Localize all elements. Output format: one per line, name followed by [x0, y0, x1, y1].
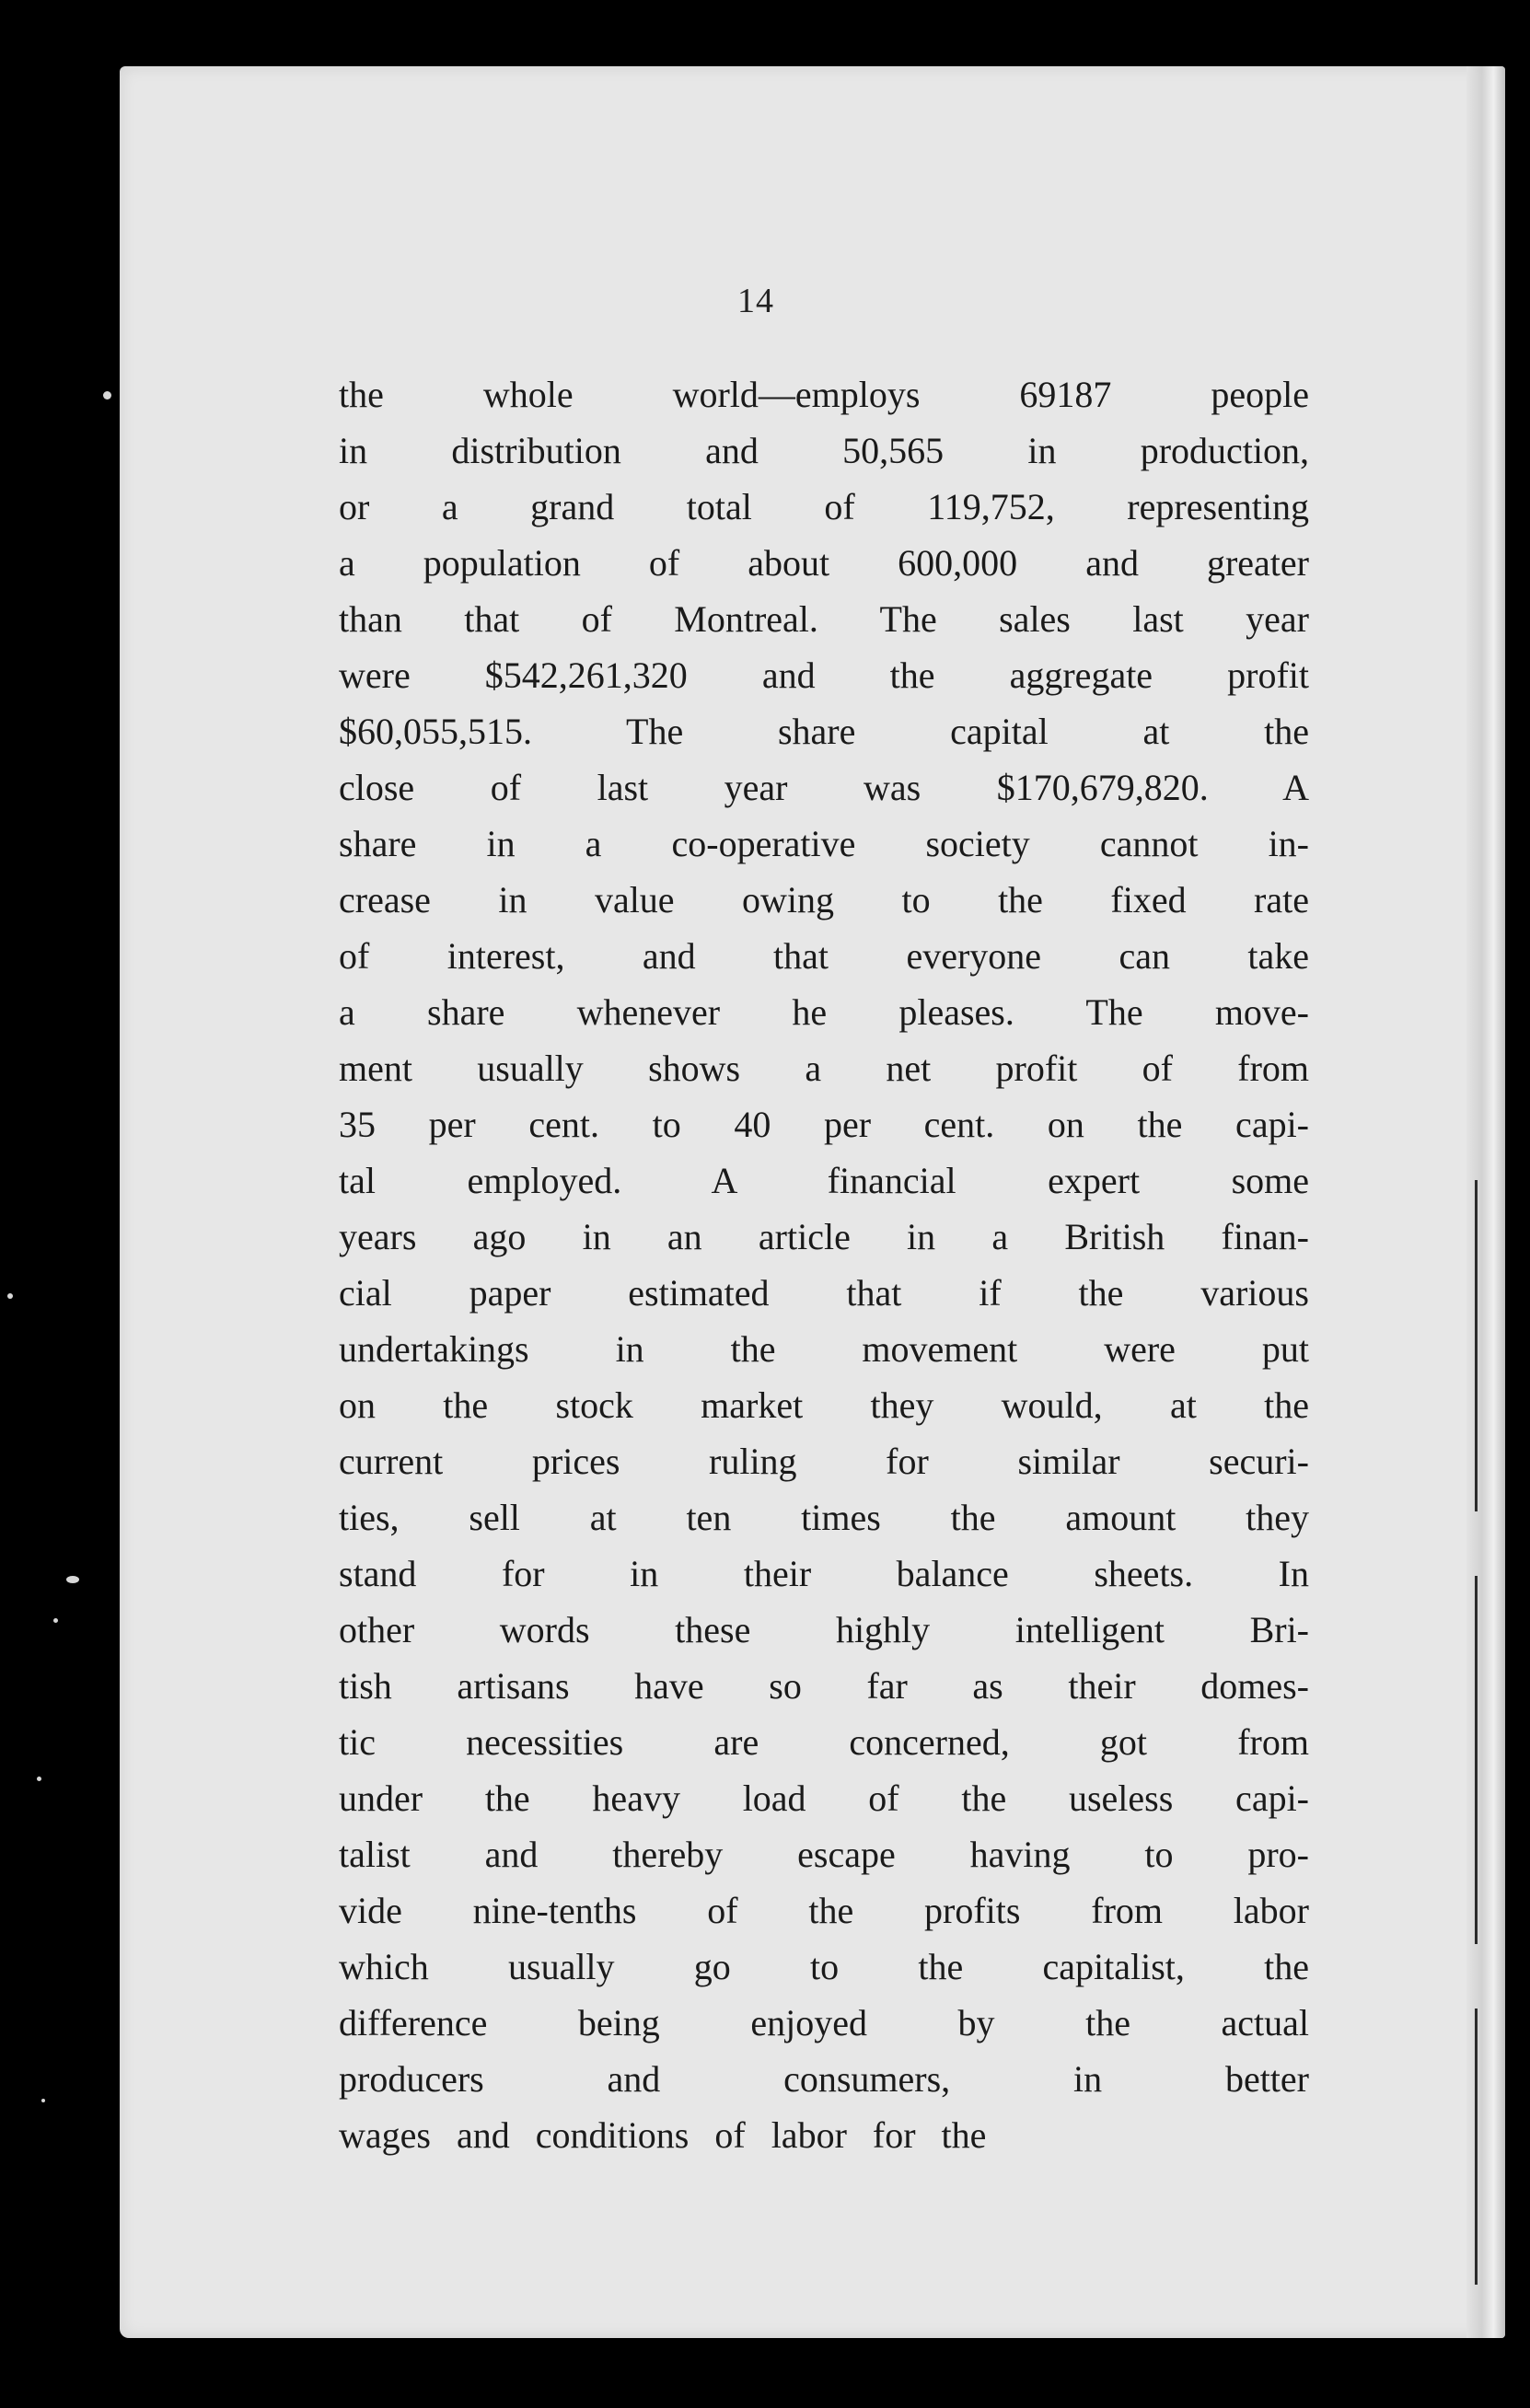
text-line: tic necessities are concerned, got from: [339, 1721, 1309, 1763]
page-number: 14: [737, 282, 774, 320]
text-line: ment usually shows a net profit of from: [339, 1048, 1309, 1089]
text-line: current prices ruling for similar securi-: [339, 1441, 1309, 1482]
text-line: producers and consumers, in better: [339, 2058, 1309, 2100]
text-line: a population of about 600,000 and greater: [339, 542, 1309, 584]
text-line: in distribution and 50,565 in production,: [339, 430, 1309, 471]
text-line: wages and conditions of labor for the: [339, 2114, 987, 2156]
text-line: $60,055,515. The share capital at the: [339, 711, 1309, 752]
text-line: share in a co-operative society cannot in-: [339, 823, 1309, 864]
text-line: which usually go to the capitalist, the: [339, 1946, 1309, 1987]
text-line: other words these highly intelligent Bri-: [339, 1609, 1309, 1650]
text-line: difference being enjoyed by the actual: [339, 2002, 1309, 2043]
text-line: were $542,261,320 and the aggregate profit: [339, 654, 1309, 696]
text-line: ties, sell at ten times the amount they: [339, 1497, 1309, 1538]
text-line: the whole world—employs 69187 people: [339, 374, 1309, 415]
text-line: stand for in their balance sheets. In: [339, 1553, 1309, 1594]
page-edge: [1466, 66, 1505, 2338]
text-line: crease in value owing to the fixed rate: [339, 879, 1309, 920]
text-line: 35 per cent. to 40 per cent. on the capi-: [339, 1104, 1309, 1145]
text-line: talist and thereby escape having to pro-: [339, 1834, 1309, 1875]
text-line: vide nine-tenths of the profits from labor: [339, 1890, 1309, 1931]
body-text: [339, 366, 1309, 2163]
text-line: than that of Montreal. The sales last year: [339, 598, 1309, 640]
text-line: tish artisans have so far as their domes-: [339, 1665, 1309, 1707]
page-edge-line: [1475, 2009, 1478, 2285]
text-line: on the stock market they would, at the: [339, 1384, 1309, 1426]
text-line: years ago in an article in a British finan-: [339, 1216, 1309, 1257]
text-line: cial paper estimated that if the various: [339, 1272, 1309, 1314]
text-line: undertakings in the movement were put: [339, 1328, 1309, 1370]
page-edge-line: [1475, 1576, 1478, 1944]
text-line: or a grand total of 119,752, representing: [339, 486, 1309, 527]
text-line: under the heavy load of the useless capi-: [339, 1777, 1309, 1819]
text-line: tal employed. A financial expert some: [339, 1160, 1309, 1201]
page-edge-line: [1475, 1180, 1478, 1511]
text-line: a share whenever he pleases. The move-: [339, 991, 1309, 1033]
text-line: of interest, and that everyone can take: [339, 935, 1309, 977]
text-line: close of last year was $170,679,820. A: [339, 767, 1309, 808]
